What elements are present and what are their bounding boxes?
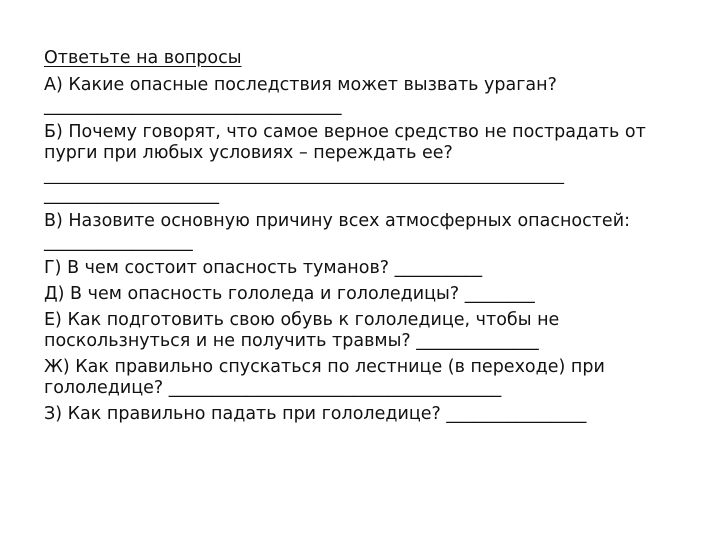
answer-blank-a: __________________________________ bbox=[44, 96, 342, 116]
question-a-text: А) Какие опасные последствия может вызвать ураган? bbox=[44, 75, 557, 95]
question-zh bbox=[44, 357, 684, 399]
question-zh-text-line1: Ж) Как правильно спускаться по лестнице (в переходе) при bbox=[44, 357, 605, 377]
question-e-text-line1: Е) Как подготовить свою обувь к гололедице, чтобы не bbox=[44, 310, 560, 330]
question-b-text-line1: Б) Почему говорят, что самое верное средство не пострадать от bbox=[44, 122, 646, 142]
question-b bbox=[44, 122, 684, 206]
question-e-text-line2: поскользнуться и не получить травмы? ______________ bbox=[44, 331, 539, 351]
answer-blank-b-2: ____________________ bbox=[44, 185, 219, 205]
questions-text-block bbox=[44, 48, 684, 430]
answer-blank-b-1: _________________________________________________________________ bbox=[44, 165, 564, 184]
answer-blank-v: _________________ bbox=[44, 232, 193, 252]
question-g-text: Г) В чем состоит опасность туманов? __________ bbox=[44, 258, 483, 278]
question-d-text: Д) В чем опасность гололеда и гололедицы? ________ bbox=[44, 284, 535, 304]
question-d bbox=[44, 284, 684, 305]
question-b-text-line2: пурги при любых условиях – переждать ее? bbox=[44, 143, 453, 163]
question-g bbox=[44, 258, 684, 279]
question-z bbox=[44, 404, 684, 425]
question-zh-text-line2: гололедице? ______________________________________ bbox=[44, 378, 502, 398]
question-v-text: В) Назовите основную причину всех атмосферных опасностей: bbox=[44, 211, 630, 231]
page-title: Ответьте на вопросы bbox=[44, 48, 242, 68]
question-a bbox=[44, 75, 684, 117]
question-z-text: З) Как правильно падать при гололедице? ________________ bbox=[44, 404, 587, 424]
question-e bbox=[44, 310, 684, 352]
question-v bbox=[44, 211, 684, 253]
